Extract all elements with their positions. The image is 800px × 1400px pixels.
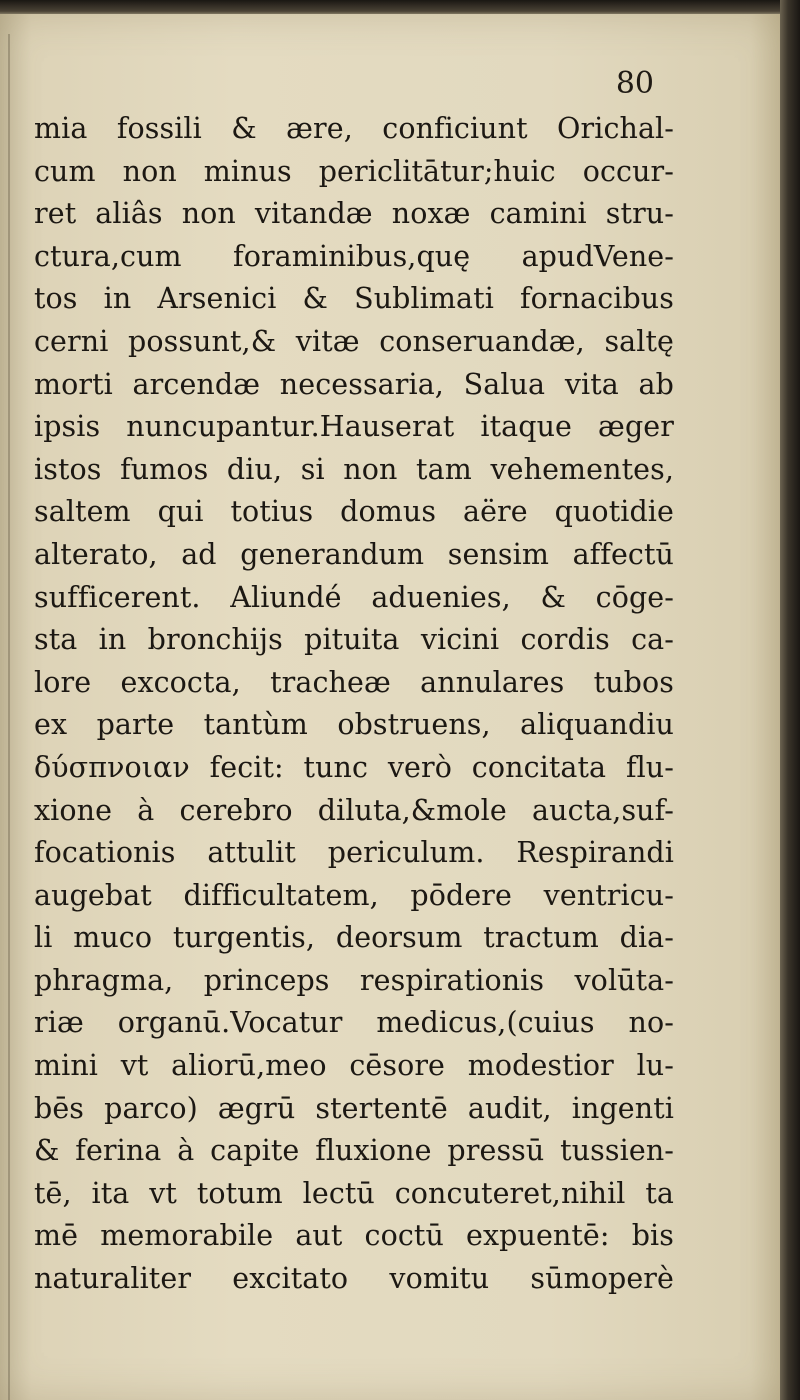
text-line: δύσπνοιαν fecit: tunc verò concitata flu- — [34, 750, 674, 784]
text-line: augebat difficultatem, pōdere ventricu- — [34, 878, 674, 912]
text-line: li muco turgentis, deorsum tractum dia- — [34, 921, 674, 955]
text-line: tē, ita vt totum lectū concuteret,nihil ta — [34, 1176, 674, 1210]
gutter-shadow — [8, 34, 10, 1400]
text-line: istos fumos diu, si non tam vehementes, — [34, 452, 674, 486]
text-line: tos in Arsenici & Sublimati fornacibus — [34, 282, 674, 316]
right-page-edge — [780, 0, 800, 1400]
text-line: ipsis nuncupantur.Hauserat itaque æger — [34, 410, 674, 444]
text-line: riæ organū.Vocatur medicus,(cuius no- — [34, 1006, 674, 1040]
text-line: mini vt aliorū,meo cēsore modestior lu- — [34, 1049, 674, 1083]
text-line: ctura,cum foraminibus,quę apudVene- — [34, 239, 674, 273]
text-line: ex parte tantùm obstruens, aliquandiu — [34, 708, 674, 742]
text-line: phragma, princeps respirationis volūta- — [34, 963, 674, 997]
text-line: alterato, ad generandum sensim affectū — [34, 537, 674, 571]
text-line: mia fossili & ære, conficiunt Orichal- — [34, 112, 674, 145]
text-line: saltem qui totius domus aëre quotidie — [34, 495, 674, 529]
text-line: sufficerent. Aliundé aduenies, & cōge- — [34, 580, 674, 614]
text-line: mē memorabile aut coctū expuentē: bis — [34, 1219, 674, 1253]
page-number: 80 — [615, 66, 654, 101]
text-line: sta in bronchijs pituita vicini cordis ca- — [34, 623, 674, 657]
text-line: focationis attulit periculum. Respirandi — [34, 836, 674, 870]
body-text — [34, 108, 674, 1301]
text-line: lore excocta, tracheæ annulares tubos — [34, 665, 674, 699]
book-page — [0, 14, 782, 1400]
text-line: morti arcendæ necessaria, Salua vita ab — [34, 367, 674, 401]
text-line: cerni possunt,& vitæ conseruandæ, saltę — [34, 324, 674, 358]
text-line: cum non minus periclitātur;huic occur- — [34, 154, 674, 188]
text-line: & ferina à capite fluxione pressū tussien- — [34, 1134, 674, 1168]
text-line: bēs parco) ægrū stertentē audit, ingenti — [34, 1091, 674, 1125]
text-line: ret aliâs non vitandæ noxæ camini stru- — [34, 197, 674, 231]
text-line: naturaliter excitato vomitu sūmoperè — [34, 1262, 674, 1296]
text-line: xione à cerebro diluta,&mole aucta,suf- — [34, 793, 674, 827]
